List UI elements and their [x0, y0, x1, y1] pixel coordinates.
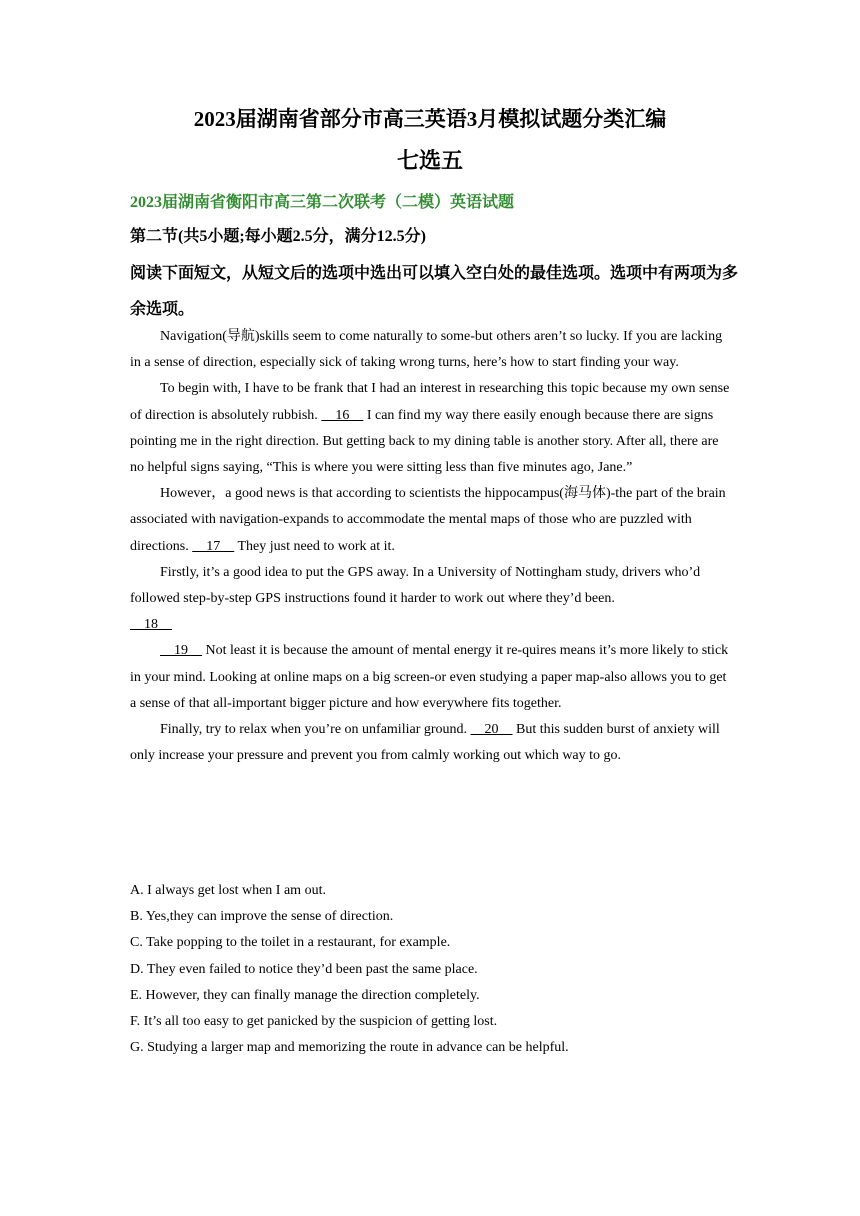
paragraph-5 [130, 638, 730, 717]
option-g: G. Studying a larger map and memorizing the route in advance can be helpful. [130, 1040, 569, 1056]
paragraph-text: However，a good news is that according to scientists the hippocampus(海马体)-the part of the brain associated with navigation-expands to accommodate the mental maps of those who are puzzled with directions. [130, 486, 726, 554]
paragraph-6 [130, 717, 730, 769]
blank-18: 18 [130, 617, 172, 633]
paragraph-text: Firstly, it’s a good idea to put the GPS away. In a University of Nottingham study, drivers who’d followed step-by-step GPS instructions found it harder to work out where they’d been. [130, 564, 701, 607]
document-title: 2023届湖南省部分市高三英语3月模拟试题分类汇编 [193, 107, 667, 131]
paragraph-text: They just need to work at it. [234, 538, 395, 554]
paragraph-text: Finally, try to relax when you’re on unfamiliar ground. [160, 722, 471, 738]
blank-17: 17 [192, 538, 235, 554]
option-e: E. However, they can finally manage the direction completely. [130, 987, 480, 1003]
blank-19: 19 [160, 643, 202, 659]
section-heading: 第二节(共5小题;每小题2.5分，满分12.5分) [130, 228, 426, 245]
option-c: C. Take popping to the toilet in a restaurant, for example. [130, 935, 451, 951]
blank-16: 16 [321, 407, 364, 423]
instructions: 阅读下面短文，从短文后的选项中选出可以填入空白处的最佳选项。选项中有两项为多余选项。 [130, 265, 739, 318]
exam-source-title: 2023届湖南省衡阳市高三第二次联考（二模）英语试题 [130, 194, 515, 211]
option-f: F. It’s all too easy to get panicked by the suspicion of getting lost. [130, 1014, 498, 1030]
paragraph-blank-18 [130, 612, 730, 638]
paragraph-text: Not least it is because the amount of mental energy it re-quires means it’s more likely to stick in your mind. Looking at online maps on a big screen-or even studying a paper map-also allows you to get a sense of that all-important bigger picture and how everywhere fits together. [130, 643, 729, 711]
option-d: D. They even failed to notice they’d been past the same place. [130, 961, 478, 977]
paragraph-text: But this sudden burst of anxiety will only increase your pressure and prevent you from calmly working out which way to go. [130, 722, 720, 764]
paragraph-text: To begin with, I have to be frank that I had an interest in researching this topic because my own sense of direction is absolutely rubbish. [130, 381, 730, 423]
paragraph-1 [130, 324, 730, 376]
paragraph-text: I can find my way there easily enough because there are signs pointing me in the right direction. But getting back to my dining table is another story. After all, there are no helpful signs saying, “This is where you were sitting less than five minutes ago, Jane.” [130, 407, 719, 476]
option-a: A. I always get lost when I am out. [130, 883, 326, 898]
blank-20: 20 [470, 722, 513, 738]
document-subtitle-category: 七选五 [396, 148, 463, 173]
option-b: B. Yes,they can improve the sense of direction. [130, 909, 394, 925]
paragraph-text: Navigation(导航)skills seem to come naturally to some-but others aren’t so lucky. If you are lacking in a sense of direction, especially sick of taking wrong turns, here’s how to start finding your way. [130, 329, 723, 371]
options-list [130, 878, 730, 1061]
passage [130, 324, 730, 769]
paragraph-3 [130, 481, 730, 560]
paragraph-2 [130, 376, 730, 481]
paragraph-4 [130, 560, 730, 612]
